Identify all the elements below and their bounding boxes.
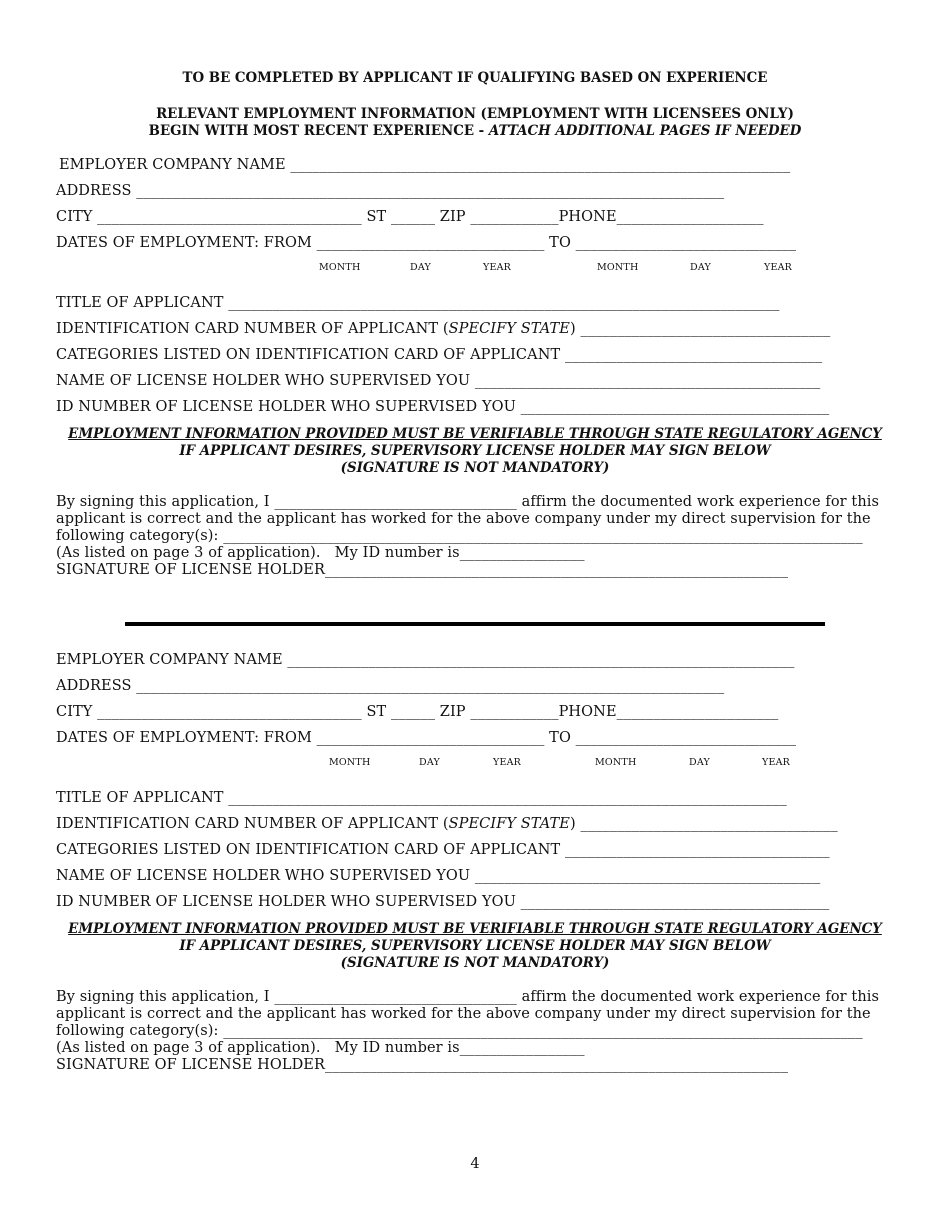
day-label: DAY <box>689 757 710 768</box>
month-label: MONTH <box>595 757 637 768</box>
section-subheading <box>5 123 945 140</box>
following-categories-field[interactable]: following category(s): _______________________________________________________________________________________ <box>56 1023 863 1039</box>
year-label: YEAR <box>762 757 791 768</box>
affirmation-signer-field[interactable]: By signing this application, I _________________________________ affirm the documented work experience for this <box>56 989 880 1005</box>
employer-company-name-field[interactable]: EMPLOYER COMPANY NAME _____________________________________________________________________ <box>56 652 795 668</box>
dates-of-employment-field[interactable]: DATES OF EMPLOYMENT: FROM _______________________________ TO ______________________________ <box>56 235 797 251</box>
verification-notice-text: EMPLOYMENT INFORMATION PROVIDED MUST BE VERIFIABLE THROUGH STATE REGULATORY AGENCY <box>68 921 882 937</box>
supervisor-name-field[interactable]: NAME OF LICENSE HOLDER WHO SUPERVISED YOU _______________________________________________ <box>56 868 821 884</box>
following-categories-field[interactable]: following category(s): _______________________________________________________________________________________ <box>56 528 863 544</box>
supervisor-name-field[interactable]: NAME OF LICENSE HOLDER WHO SUPERVISED YOU _______________________________________________ <box>56 373 821 389</box>
title-of-applicant-field[interactable]: TITLE OF APPLICANT ____________________________________________________________________________ <box>56 790 787 806</box>
year-label: YEAR <box>493 757 522 768</box>
categories-field[interactable]: CATEGORIES LISTED ON IDENTIFICATION CARD OF APPLICANT ____________________________________ <box>56 842 830 858</box>
address-field[interactable]: ADDRESS ________________________________________________________________________________ <box>56 183 725 199</box>
month-label: MONTH <box>597 262 639 273</box>
verification-notice <box>5 921 945 938</box>
city-st-zip-phone-field[interactable]: CITY ____________________________________ ST ______ ZIP ____________PHONE______________________ <box>56 704 779 720</box>
supervisor-sign-notice: IF APPLICANT DESIRES, SUPERVISORY LICENSE HOLDER MAY SIGN BELOW <box>179 443 771 459</box>
title-of-applicant-field[interactable]: TITLE OF APPLICANT ___________________________________________________________________________ <box>56 295 780 311</box>
categories-field[interactable]: CATEGORIES LISTED ON IDENTIFICATION CARD OF APPLICANT ___________________________________ <box>56 347 823 363</box>
id-card-blank: ) ___________________________________ <box>570 816 838 832</box>
subheading-regular: BEGIN WITH MOST RECENT EXPERIENCE - <box>148 123 489 139</box>
id-card-label: IDENTIFICATION CARD NUMBER OF APPLICANT ( <box>56 816 449 832</box>
affirmation-signer-field[interactable]: By signing this application, I _________________________________ affirm the documented work experience for this <box>56 494 880 510</box>
month-label: MONTH <box>329 757 371 768</box>
supervisor-id-field[interactable]: ID NUMBER OF LICENSE HOLDER WHO SUPERVISED YOU __________________________________________ <box>56 894 830 910</box>
id-card-number-field[interactable] <box>56 321 830 338</box>
section-divider <box>125 622 825 626</box>
signature-not-mandatory-notice: (SIGNATURE IS NOT MANDATORY) <box>340 460 610 476</box>
form-title: TO BE COMPLETED BY APPLICANT IF QUALIFYING BASED ON EXPERIENCE <box>182 70 768 86</box>
year-label: YEAR <box>483 262 512 273</box>
license-holder-signature-field[interactable]: SIGNATURE OF LICENSE HOLDER_______________________________________________________________ <box>56 562 789 578</box>
specify-state-label: SPECIFY STATE <box>448 321 570 337</box>
id-card-number-field[interactable] <box>56 816 838 833</box>
supervisor-id-field[interactable]: ID NUMBER OF LICENSE HOLDER WHO SUPERVISED YOU __________________________________________ <box>56 399 830 415</box>
subheading-italic: ATTACH ADDITIONAL PAGES IF NEEDED <box>488 123 802 139</box>
address-field[interactable]: ADDRESS ________________________________________________________________________________ <box>56 678 725 694</box>
verification-notice <box>5 426 945 443</box>
year-label: YEAR <box>764 262 793 273</box>
license-id-number-field[interactable]: (As listed on page 3 of application). My ID number is_________________ <box>56 545 585 561</box>
affirmation-text: applicant is correct and the applicant has worked for the above company under my direct supervision for the <box>56 1006 871 1022</box>
license-id-number-field[interactable]: (As listed on page 3 of application). My ID number is_________________ <box>56 1040 585 1056</box>
dates-of-employment-field[interactable]: DATES OF EMPLOYMENT: FROM _______________________________ TO ______________________________ <box>56 730 797 746</box>
signature-not-mandatory-notice: (SIGNATURE IS NOT MANDATORY) <box>340 955 610 971</box>
specify-state-label: SPECIFY STATE <box>448 816 570 832</box>
month-label: MONTH <box>319 262 361 273</box>
supervisor-sign-notice: IF APPLICANT DESIRES, SUPERVISORY LICENSE HOLDER MAY SIGN BELOW <box>179 938 771 954</box>
employer-company-name-field[interactable]: EMPLOYER COMPANY NAME ____________________________________________________________________ <box>59 157 791 173</box>
page-number: 4 <box>470 1156 480 1172</box>
section-heading: RELEVANT EMPLOYMENT INFORMATION (EMPLOYMENT WITH LICENSEES ONLY) <box>156 106 794 122</box>
day-label: DAY <box>690 262 711 273</box>
day-label: DAY <box>410 262 431 273</box>
verification-notice-text: EMPLOYMENT INFORMATION PROVIDED MUST BE VERIFIABLE THROUGH STATE REGULATORY AGENCY <box>68 426 882 442</box>
affirmation-text: applicant is correct and the applicant has worked for the above company under my direct supervision for the <box>56 511 871 527</box>
city-st-zip-phone-field[interactable]: CITY ____________________________________ ST ______ ZIP ____________PHONE____________________ <box>56 209 764 225</box>
day-label: DAY <box>419 757 440 768</box>
id-card-label: IDENTIFICATION CARD NUMBER OF APPLICANT ( <box>56 321 449 337</box>
license-holder-signature-field[interactable]: SIGNATURE OF LICENSE HOLDER_______________________________________________________________ <box>56 1057 789 1073</box>
id-card-blank: ) __________________________________ <box>570 321 831 337</box>
